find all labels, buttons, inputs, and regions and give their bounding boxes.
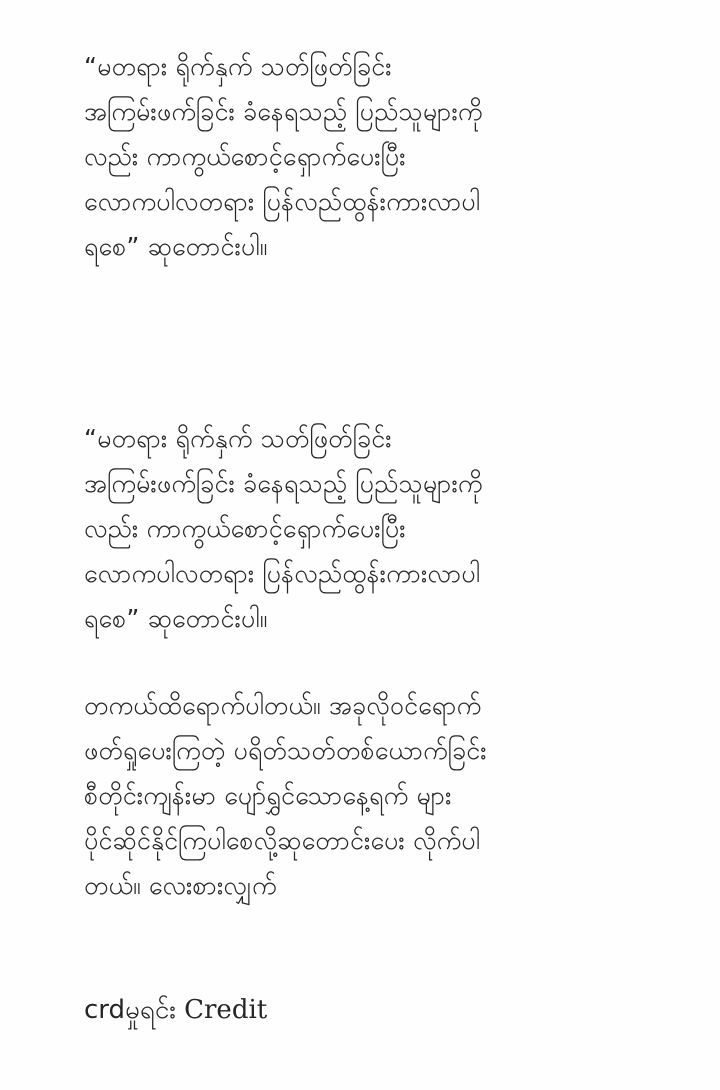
prayer-paragraph-2 xyxy=(84,416,684,641)
text-line: ပိုင်ဆိုင်နိုင်ကြပါစေလို့ဆုတောင်းပေး လိုက်ပါ xyxy=(84,826,481,855)
closing-paragraph xyxy=(84,683,684,908)
text-line: လည်း ကာကွယ်စောင့်ရှောက်ပေးပြီး xyxy=(84,514,406,543)
text-line: “မတရား ရိုက်နှက် သတ်ဖြတ်ခြင်း xyxy=(84,424,392,453)
text-line: အကြမ်းဖက်ခြင်း ခံနေရသည့် ပြည်သူများကို xyxy=(84,97,483,126)
text-line: စီတိုင်းကျန်းမာ ပျော်ရွှင်သောနေ့ရက် များ xyxy=(84,781,452,810)
text-line: လောကပါလတရား ပြန်လည်ထွန်းကားလာပါ xyxy=(84,187,481,216)
text-line: ရစေ” ဆုတောင်းပါ။ xyxy=(84,232,268,261)
text-line: ဖတ်ရှုပေးကြတဲ့ ပရိတ်သတ်တစ်ယောက်ခြင်း xyxy=(84,736,487,765)
text-line: ရစေ” ဆုတောင်းပါ။ xyxy=(84,604,268,633)
credit-prefix: crdမှုရင်း xyxy=(84,995,176,1025)
text-line: လည်း ကာကွယ်စောင့်ရှောက်ပေးပြီး xyxy=(84,142,406,171)
text-line: အကြမ်းဖက်ခြင်း ခံနေရသည့် ပြည်သူများကို xyxy=(84,469,483,498)
text-line: လောကပါလတရား ပြန်လည်ထွန်းကားလာပါ xyxy=(84,559,481,588)
credit-line xyxy=(84,988,267,1032)
prayer-paragraph-1 xyxy=(84,44,684,269)
text-line: “မတရား ရိုက်နှက် သတ်ဖြတ်ခြင်း xyxy=(84,52,392,81)
text-line: တကယ်ထိရောက်ပါတယ်။ အခုလိုဝင်ရောက် xyxy=(84,691,482,720)
credit-label: Credit xyxy=(184,995,268,1025)
text-line: တယ်။ လေးစားလျှက် xyxy=(84,871,277,900)
